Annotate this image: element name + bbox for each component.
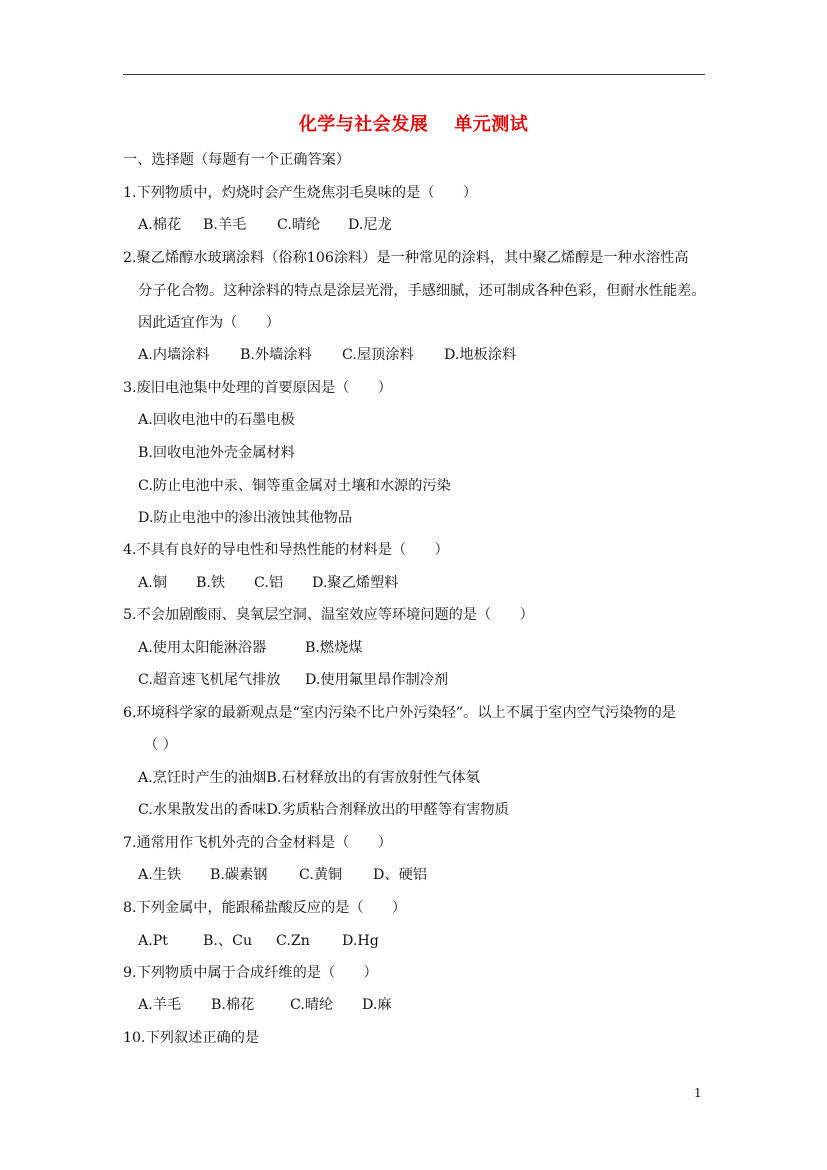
question-7-stem: 7.通常用作飞机外壳的合金材料是（ ） [123, 835, 392, 851]
question-3-stem: 3.废旧电池集中处理的首要原因是（ ） [123, 380, 392, 396]
option-d: D.Hg [342, 933, 379, 949]
option-b: B.、Cu [203, 933, 253, 949]
header-rule [123, 74, 705, 75]
question-4-stem: 4.不具有良好的导电性和导热性能的材料是（ ） [123, 542, 449, 558]
question-8-options [138, 931, 379, 951]
option-c: C.水果散发出的香味 [138, 802, 267, 818]
question-6-options-row-2 [138, 800, 509, 820]
option-b: B.碳素钢 [210, 867, 268, 883]
option-d: D、硬铝 [373, 867, 427, 883]
question-6-options-row-1 [138, 768, 480, 788]
question-5-options-row-2 [138, 670, 448, 690]
question-1-stem: 1.下列物质中，灼烧时会产生烧焦羽毛臭味的是（ ） [123, 185, 478, 201]
question-7-options [138, 865, 427, 885]
title-part-2: 单元测试 [454, 114, 529, 135]
option-d: D.聚乙烯塑料 [312, 575, 399, 591]
option-b: B.羊毛 [203, 217, 247, 233]
question-2-stem-line-1: 2.聚乙烯醇水玻璃涂料（俗称106涂料）是一种常见的涂料，其中聚乙烯醇是一种水溶性高 [123, 250, 689, 266]
question-2-stem-line-3: 因此适宜作为（ ） [138, 315, 280, 331]
option-b: B.燃烧煤 [305, 640, 363, 656]
option-b: B.铁 [196, 575, 226, 591]
option-a: A.生铁 [138, 867, 182, 883]
option-a: A.铜 [138, 575, 167, 591]
question-2-stem-line-2: 分子化合物。这种涂料的特点是涂层光滑，手感细腻，还可制成各种色彩，但耐水性能差。 [138, 283, 706, 299]
title-part-1: 化学与社会发展 [298, 114, 429, 135]
page-number: 1 [694, 1086, 702, 1100]
option-c: C.铝 [254, 575, 284, 591]
question-3-option-c: C.防止电池中汞、铜等重金属对土壤和水源的污染 [138, 478, 451, 494]
question-5-options-row-1 [138, 638, 363, 658]
option-a: A.棉花 [138, 217, 182, 233]
option-b: B.棉花 [211, 997, 255, 1013]
option-c: C.黄铜 [299, 867, 343, 883]
question-10-stem: 10.下列叙述正确的是 [123, 1030, 260, 1046]
option-b: B.石材释放出的有害放射性气体氡 [266, 770, 480, 786]
question-2-options [138, 345, 516, 365]
question-5-stem: 5.不会加剧酸雨、臭氧层空洞、温室效应等环境问题的是（ ） [123, 607, 534, 623]
option-a: A.内墙涂料 [138, 347, 210, 363]
question-6-stem-line-2: （ ） [144, 737, 177, 753]
question-9-options [138, 995, 392, 1015]
option-c: C.晴纶 [277, 217, 321, 233]
question-3-option-b: B.回收电池外壳金属材料 [138, 445, 295, 461]
option-a: A.烹饪时产生的油烟 [138, 770, 267, 786]
option-c: C.超音速飞机尾气排放 [138, 672, 281, 688]
option-a: A.羊毛 [138, 997, 182, 1013]
option-d: D.地板涂料 [444, 347, 517, 363]
question-8-stem: 8.下列金属中，能跟稀盐酸反应的是（ ） [123, 900, 407, 916]
question-9-stem: 9.下列物质中属于合成纤维的是（ ） [123, 965, 378, 981]
option-c: C.屋顶涂料 [342, 347, 414, 363]
section-heading: 一、选择题（每题有一个正确答案） [123, 152, 351, 168]
option-c: C.晴纶 [290, 997, 334, 1013]
option-d: D.尼龙 [348, 217, 392, 233]
option-c: C.Zn [276, 933, 310, 949]
option-a: A.Pt [138, 933, 169, 949]
question-3-option-d: D.防止电池中的渗出液蚀其他物品 [138, 510, 353, 526]
option-b: B.外墙涂料 [240, 347, 312, 363]
option-d: D.劣质粘合剂释放出的甲醛等有害物质 [266, 802, 509, 818]
question-1-options [138, 215, 392, 235]
question-6-stem-line-1: 6.环境科学家的最新观点是“室内污染不比户外污染轻”。以上不属于室内空气污染物的是 [123, 705, 676, 721]
option-a: A.使用太阳能淋浴器 [138, 640, 267, 656]
option-d: D.使用氟里昂作制冷剂 [305, 672, 449, 688]
question-3-option-a: A.回收电池中的石墨电极 [138, 412, 295, 428]
page-title [0, 110, 827, 136]
option-d: D.麻 [362, 997, 392, 1013]
question-4-options [138, 573, 398, 593]
